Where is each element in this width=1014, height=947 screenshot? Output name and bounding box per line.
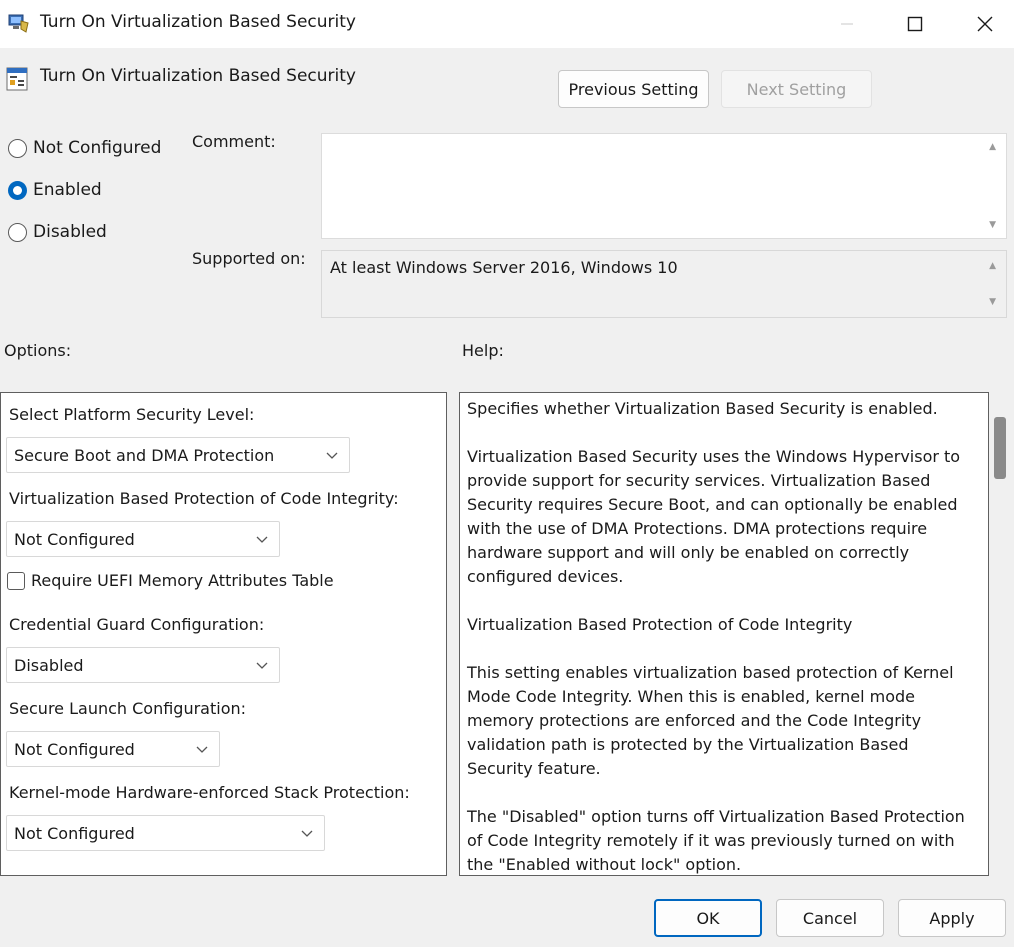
scroll-down-icon[interactable]: ▼: [989, 297, 996, 307]
scrollbar-thumb[interactable]: [994, 417, 1006, 479]
maximize-icon: [907, 16, 923, 32]
chevron-down-icon: [300, 826, 314, 840]
uefi-memory-checkbox-row[interactable]: [7, 571, 334, 590]
apply-button[interactable]: Apply: [898, 899, 1006, 937]
credential-guard-select[interactable]: [6, 647, 280, 683]
help-scrollbar[interactable]: [993, 393, 1007, 875]
options-panel: [0, 392, 447, 876]
scroll-up-icon[interactable]: ▲: [989, 261, 996, 271]
secure-launch-select[interactable]: [6, 731, 220, 767]
setting-icon: [6, 67, 28, 91]
radio-not-configured[interactable]: [8, 138, 161, 158]
comment-label: Comment:: [192, 132, 276, 151]
next-setting-button[interactable]: Next Setting: [721, 70, 872, 108]
options-label: Options:: [4, 341, 72, 360]
supported-on-value: At least Windows Server 2016, Windows 10: [330, 258, 678, 277]
help-paragraph: Virtualization Based Protection of Code Integrity: [467, 615, 853, 634]
radio-label: Not Configured: [33, 138, 162, 158]
stack-protection-label: Kernel-mode Hardware-enforced Stack Protection:: [9, 783, 410, 802]
stack-protection-select[interactable]: [6, 815, 325, 851]
help-text: [467, 397, 979, 876]
supported-on-label: Supported on:: [192, 249, 306, 268]
radio-button[interactable]: [8, 223, 27, 242]
select-value: Disabled: [14, 655, 84, 675]
help-paragraph: The "Disabled" option turns off Virtualization Based Protection of Code Integrity remotely if it was previously turned on with the "Enabled without lock" option.: [467, 807, 965, 874]
maximize-button[interactable]: [880, 0, 950, 48]
radio-button[interactable]: [8, 139, 27, 158]
select-value: Not Configured: [14, 823, 135, 843]
platform-security-select[interactable]: [6, 437, 350, 473]
platform-security-label: Select Platform Security Level:: [9, 405, 255, 424]
setting-title: Turn On Virtualization Based Security: [40, 66, 356, 86]
radio-disabled[interactable]: [8, 222, 107, 242]
secure-launch-label: Secure Launch Configuration:: [9, 699, 247, 718]
credential-guard-label: Credential Guard Configuration:: [9, 615, 265, 634]
select-value: Not Configured: [14, 529, 135, 549]
scroll-up-icon[interactable]: ▲: [989, 142, 996, 152]
help-paragraph: Specifies whether Virtualization Based Security is enabled.: [467, 399, 938, 418]
uefi-memory-label: Require UEFI Memory Attributes Table: [31, 571, 334, 590]
radio-enabled[interactable]: [8, 180, 102, 200]
ok-button[interactable]: OK: [654, 899, 762, 937]
select-value: Secure Boot and DMA Protection: [14, 445, 275, 465]
chevron-down-icon: [325, 448, 339, 462]
code-integrity-label: Virtualization Based Protection of Code Integrity:: [9, 489, 399, 508]
help-paragraph: This setting enables virtualization based protection of Kernel Mode Code Integrity. When this is enabled, kernel mode memory protections are enforced and the Code Integrity validation path is protected by the Virtualization Based Security feature.: [467, 663, 954, 778]
help-panel: [459, 392, 989, 876]
minimize-icon: [840, 17, 854, 31]
cancel-button[interactable]: Cancel: [776, 899, 884, 937]
comment-textarea[interactable]: [321, 133, 1007, 239]
radio-button[interactable]: [8, 181, 27, 200]
help-label: Help:: [462, 341, 504, 360]
chevron-down-icon: [195, 742, 209, 756]
policy-icon: [8, 12, 30, 34]
scroll-down-icon[interactable]: ▼: [989, 220, 996, 230]
previous-setting-button[interactable]: Previous Setting: [558, 70, 709, 108]
close-icon: [977, 16, 993, 32]
chevron-down-icon: [255, 532, 269, 546]
close-button[interactable]: [950, 0, 1014, 48]
supported-on-field: [321, 250, 1007, 318]
select-value: Not Configured: [14, 739, 135, 759]
minimize-button[interactable]: [812, 0, 882, 48]
help-paragraph: Virtualization Based Security uses the Windows Hypervisor to provide support for security services. Virtualization Based Security requires Secure Boot, and can optionally be enabled with the use of DMA Protections. DMA protections require hardware support and will only be enabled on correctly configured devices.: [467, 447, 961, 586]
window-title: Turn On Virtualization Based Security: [40, 12, 356, 32]
code-integrity-select[interactable]: [6, 521, 280, 557]
chevron-down-icon: [255, 658, 269, 672]
uefi-memory-checkbox[interactable]: [7, 572, 25, 590]
radio-label: Enabled: [33, 180, 102, 200]
radio-label: Disabled: [33, 222, 107, 242]
